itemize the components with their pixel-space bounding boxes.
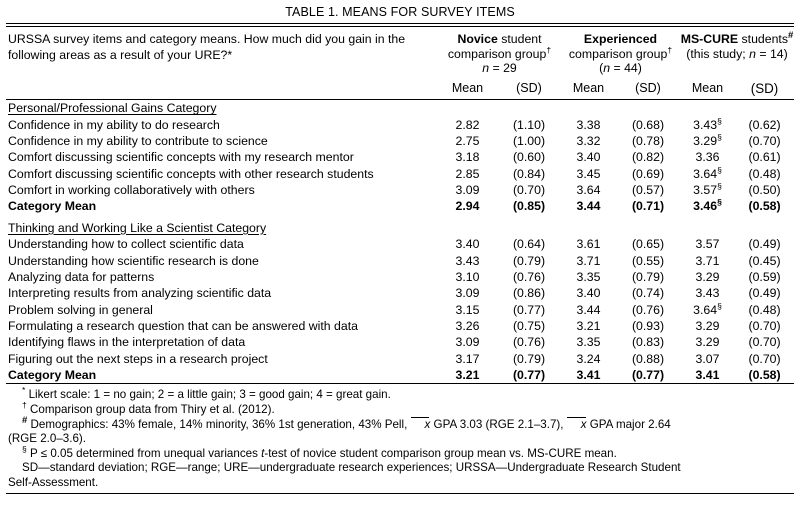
row-item-label: Confidence in my ability to do research: [8, 117, 220, 132]
experienced-mean: 3.44: [576, 302, 601, 317]
category-mean-row: [6, 367, 794, 383]
survey-means-table: [6, 27, 794, 99]
experienced-sd: (0.74): [631, 286, 665, 301]
experienced-sd: (0.57): [631, 183, 665, 198]
category-heading-row: [6, 100, 794, 116]
row-item-label: Comfort discussing scientific concepts with my research mentor: [8, 150, 354, 165]
mscure-mean: [680, 318, 735, 334]
novice-sd: (0.84): [512, 166, 546, 181]
mscure-sd: (0.58): [748, 199, 781, 214]
subheader-mscure-sd-text: (SD): [750, 80, 779, 96]
category-mean-row: [6, 198, 794, 214]
experienced-sd: (0.68): [631, 117, 665, 132]
novice-sd: (0.86): [512, 286, 546, 301]
row-item-label: Figuring out the next steps in a research project: [8, 351, 268, 366]
header-group-experienced-bold: Experienced: [583, 32, 658, 47]
mscure-sd: (0.70): [748, 351, 781, 366]
experienced-mean: 3.35: [576, 269, 601, 284]
experienced-mean: 3.41: [576, 368, 601, 383]
section-symbol: §: [717, 180, 722, 191]
subheader-mscure-sd: [735, 76, 794, 99]
dagger-symbol: †: [22, 400, 27, 411]
table-row: [6, 116, 794, 132]
novice-sd: (0.85): [512, 199, 546, 214]
mscure-mean-value: 3.57: [695, 237, 720, 252]
mscure-mean: [680, 285, 735, 301]
header-group-novice: [438, 27, 561, 76]
mscure-sd: (0.70): [748, 319, 781, 334]
novice-sd: (0.76): [512, 335, 546, 350]
dagger-symbol: †: [667, 44, 673, 55]
experienced-mean: 3.71: [576, 253, 601, 268]
novice-mean: 3.09: [455, 183, 480, 198]
mscure-mean-value: 3.29: [695, 319, 720, 334]
mscure-mean-value: 3.57: [693, 183, 718, 198]
category-heading-label: Personal/Professional Gains Category: [8, 101, 217, 116]
novice-mean: 3.21: [455, 368, 480, 383]
footnote-hash-text-c: GPA major 2.64: [586, 417, 671, 431]
header-group-novice-n: n = 29: [482, 61, 517, 76]
footnote-section-text-b: -test of novice student comparison group mean vs. MS-CURE mean.: [264, 446, 617, 460]
section-symbol: §: [22, 443, 27, 454]
mscure-mean-value: 3.71: [695, 253, 720, 268]
subheader-mscure-mean: Mean: [691, 81, 724, 96]
mscure-mean: [680, 301, 735, 317]
novice-sd: (0.64): [512, 237, 546, 252]
experienced-mean: 3.21: [576, 319, 601, 334]
mscure-mean: [680, 269, 735, 285]
category-heading-thinking: [6, 220, 794, 236]
experienced-sd: (0.93): [631, 319, 665, 334]
novice-sd: (0.60): [512, 150, 546, 165]
table-title: TABLE 1. MEANS FOR SURVEY ITEMS: [285, 5, 515, 19]
category-heading-label: Thinking and Working Like a Scientist Category: [8, 220, 267, 235]
table-row: [6, 133, 794, 149]
survey-body-table: [6, 100, 794, 383]
category-heading-personal: [6, 100, 794, 116]
row-item-label: Analyzing data for patterns: [8, 269, 155, 284]
bottom-rule: [6, 493, 794, 494]
footnote-asterisk-text: Likert scale: 1 = no gain; 2 = a little gain; 3 = good gain; 4 = great gain.: [28, 388, 391, 402]
experienced-sd: (0.77): [631, 368, 665, 383]
mscure-sd: (0.61): [748, 150, 781, 165]
mscure-mean-value: 3.07: [695, 351, 720, 366]
header-group-novice-bold: Novice: [457, 32, 498, 47]
header-group-mscure-bold: MS-CURE: [680, 32, 739, 47]
t-italic: t: [261, 446, 265, 460]
mscure-mean-value: 3.29: [693, 133, 718, 148]
mscure-mean-value: 3.36: [695, 150, 720, 165]
mscure-mean: [680, 236, 735, 252]
mscure-mean: [680, 133, 735, 149]
table-head: [6, 27, 794, 99]
mscure-mean-value: 3.64: [693, 302, 718, 317]
experienced-sd: (0.83): [631, 335, 665, 350]
mscure-mean: [680, 116, 735, 132]
table-row: [6, 301, 794, 317]
mscure-sd: (0.50): [748, 183, 781, 198]
mscure-mean: [680, 198, 735, 214]
experienced-mean: 3.40: [576, 150, 601, 165]
header-group-experienced-line2: comparison group: [568, 46, 668, 61]
mscure-mean: [680, 252, 735, 268]
mscure-mean-value: 3.64: [693, 166, 718, 181]
experienced-sd: (0.69): [631, 166, 665, 181]
row-item-label: Formulating a research question that can be answered with data: [8, 319, 358, 334]
novice-sd: (0.79): [512, 351, 546, 366]
header-group-experienced: [561, 27, 680, 76]
mscure-mean-value: 3.43: [695, 286, 720, 301]
table-row: [6, 285, 794, 301]
section-symbol: §: [717, 115, 722, 126]
header-group-experienced-n: (n = 44): [599, 61, 642, 76]
mscure-mean: [680, 351, 735, 367]
novice-sd: (0.70): [512, 183, 546, 198]
experienced-mean: 3.40: [576, 286, 601, 301]
footnote-hash-text-a: Demographics: 43% female, 14% minority, 36% 1st generation, 43% Pell,: [30, 417, 411, 431]
footnote-abbreviations-continued: Self-Assessment.: [8, 475, 99, 489]
row-item-label: Category Mean: [8, 199, 97, 214]
mscure-mean: [680, 334, 735, 350]
mscure-sd: (0.48): [748, 302, 781, 317]
table-row: [6, 318, 794, 334]
header-group-mscure-rest: students: [738, 32, 788, 47]
novice-mean: 2.82: [455, 117, 480, 132]
novice-mean: 2.75: [455, 133, 480, 148]
footnote-abbreviations: SD—standard deviation; RGE—range; URE—undergraduate research experiences; URSSA—Undergraduate Research Student: [22, 461, 681, 475]
section-symbol: §: [717, 300, 722, 311]
header-group-mscure: [680, 27, 794, 76]
table-row: [6, 165, 794, 181]
experienced-sd: (0.88): [631, 351, 665, 366]
asterisk-symbol: *: [22, 385, 26, 396]
footnote-hash: [8, 414, 790, 433]
experienced-mean: 3.35: [576, 335, 601, 350]
header-description: URSSA survey items and category means. How much did you gain in the following areas as a result of your URE?*: [8, 32, 406, 62]
experienced-sd: (0.78): [631, 133, 665, 148]
mscure-sd: (0.49): [748, 286, 781, 301]
header-group-row: [6, 27, 794, 76]
footnote-dagger: [8, 400, 790, 418]
hash-symbol: #: [788, 30, 794, 42]
table-body: [6, 100, 794, 383]
mscure-sd: (0.59): [748, 269, 781, 284]
experienced-sd: (0.82): [631, 150, 665, 165]
mscure-mean-value: 3.41: [695, 368, 720, 383]
experienced-mean: 3.38: [576, 117, 601, 132]
header-group-mscure-line2: (this study; n = 14): [686, 46, 788, 61]
dagger-symbol: †: [546, 44, 552, 55]
novice-mean: 2.94: [455, 199, 480, 214]
hash-symbol: #: [22, 414, 28, 426]
table-row: [6, 182, 794, 198]
novice-mean: 3.09: [455, 286, 480, 301]
mscure-mean: [680, 149, 735, 165]
footnote-asterisk: [8, 385, 790, 403]
experienced-sd: (0.71): [631, 199, 665, 214]
experienced-mean: 3.61: [576, 237, 601, 252]
experienced-mean: 3.64: [576, 183, 601, 198]
novice-sd: (0.79): [512, 253, 546, 268]
experienced-mean: 3.24: [576, 351, 601, 366]
mscure-mean-value: 3.43: [693, 117, 718, 132]
experienced-mean: 3.45: [576, 166, 601, 181]
table-footnotes: [6, 384, 794, 492]
novice-sd: (1.10): [512, 117, 546, 132]
x-bar-symbol: x: [411, 418, 431, 433]
header-group-novice-line2: comparison group: [447, 46, 547, 61]
novice-mean: 3.18: [455, 150, 480, 165]
table-row: [6, 149, 794, 165]
section-symbol: §: [717, 164, 722, 175]
novice-sd: (0.77): [512, 302, 546, 317]
row-item-label: Comfort discussing scientific concepts with other research students: [8, 166, 374, 181]
subheader-novice-mean: Mean: [451, 81, 484, 96]
row-item-label: Confidence in my ability to contribute to science: [8, 133, 268, 148]
row-item-label: Category Mean: [8, 368, 97, 383]
novice-mean: 3.15: [455, 302, 480, 317]
novice-mean: 3.43: [455, 253, 480, 268]
novice-mean: 2.85: [455, 166, 480, 181]
section-symbol: §: [717, 131, 722, 142]
mscure-mean-value: 3.29: [695, 269, 720, 284]
row-item-label: Understanding how to collect scientific data: [8, 237, 244, 252]
experienced-sd: (0.76): [631, 302, 665, 317]
table-row: [6, 269, 794, 285]
mscure-sd: (0.62): [748, 117, 781, 132]
mscure-sd: (0.48): [748, 166, 781, 181]
footnote-hash-text-b: GPA 3.03 (RGE 2.1–3.7),: [430, 417, 567, 431]
mscure-sd: (0.70): [748, 335, 781, 350]
footnote-section-text-a: P ≤ 0.05 determined from unequal variances: [30, 446, 262, 460]
mscure-mean-value: 3.29: [695, 335, 720, 350]
novice-sd: (0.75): [512, 319, 546, 334]
novice-sd: (0.76): [512, 269, 546, 284]
novice-mean: 3.17: [455, 351, 480, 366]
row-item-label: Problem solving in general: [8, 302, 153, 317]
table-row: [6, 252, 794, 268]
mscure-mean: [680, 367, 735, 383]
novice-mean: 3.40: [455, 237, 480, 252]
header-sub-spacer: [6, 76, 438, 99]
experienced-sd: (0.65): [631, 237, 665, 252]
header-subrow: [6, 76, 794, 99]
novice-mean: 3.26: [455, 319, 480, 334]
subheader-novice-sd: (SD): [516, 81, 542, 96]
experienced-mean: 3.44: [576, 199, 601, 214]
row-item-label: Comfort in working collaboratively with others: [8, 183, 255, 198]
mscure-sd: (0.58): [748, 368, 781, 383]
novice-sd: (1.00): [512, 133, 546, 148]
header-group-novice-rest: student: [497, 32, 542, 47]
table-row: [6, 334, 794, 350]
row-item-label: Identifying flaws in the interpretation of data: [8, 335, 246, 350]
section-symbol: §: [717, 197, 722, 208]
row-item-label: Understanding how scientific research is done: [8, 253, 259, 268]
table-row: [6, 236, 794, 252]
experienced-sd: (0.55): [631, 253, 665, 268]
experienced-mean: 3.32: [576, 133, 601, 148]
mscure-sd: (0.49): [748, 237, 781, 252]
novice-mean: 3.10: [455, 269, 480, 284]
experienced-sd: (0.79): [631, 269, 665, 284]
row-item-label: Interpreting results from analyzing scientific data: [8, 286, 272, 301]
mscure-mean-value: 3.46: [693, 199, 718, 214]
footnote-dagger-text: Comparison group data from Thiry et al. (2012).: [30, 402, 275, 416]
mscure-mean: [680, 182, 735, 198]
mscure-sd: (0.70): [748, 133, 781, 148]
footnote-hash-continued: (RGE 2.0–3.6).: [8, 432, 86, 446]
subheader-experienced-mean: Mean: [572, 81, 605, 96]
footnote-section: [8, 443, 790, 462]
x-bar-symbol: x: [567, 418, 587, 433]
mscure-mean: [680, 165, 735, 181]
novice-mean: 3.09: [455, 335, 480, 350]
mscure-sd: (0.45): [748, 253, 781, 268]
subheader-experienced-sd: (SD): [635, 81, 661, 96]
table-row: [6, 351, 794, 367]
novice-sd: (0.77): [512, 368, 546, 383]
category-heading-row: [6, 220, 794, 236]
